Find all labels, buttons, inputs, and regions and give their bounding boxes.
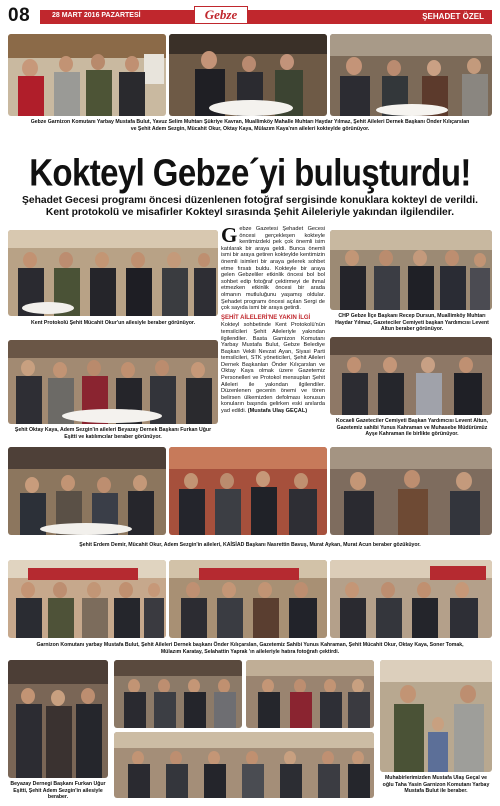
subheadline: Şehadet Gecesi programı öncesi düzenlenen fotoğraf sergisinde konuklara kokteyl de verildi. Kent protokolü ve misafirler Kokteyl sırasında Şehit Aileleriyle yakından ilgilendiler. <box>21 195 479 218</box>
caption-row4: Garnizon Komutanı yarbay Mustafa Bulut, Şehit Aileleri Dernek başkanı Önder Kılıçarslan, Gazetemiz Sahibi Yunus Kahraman, Şehit Mücahit Okur, Oktay Kaya, Soner Tomak, Mülazım Karatay, Selahattin Yaprak 'ın aileleriyle hatıra fotoğrafı çektirdi. <box>36 642 464 655</box>
header-bar <box>40 10 492 24</box>
photo-journalists <box>330 337 492 415</box>
photo-row4-1 <box>8 560 166 638</box>
article-subtitle: ŞEHİT AİLELERİ'NE YAKIN İLGİ <box>221 314 311 321</box>
article-text-2: Kokteyl sohbetinde Kent Protokolü'nün temsilcileri Şehit Aileleriyle yakından ilgilendiler. Basta Garnizon Komutanı Yarbay Mustafa Bulut, Gebze Belediye Başkan Vekili Nevzat Ayan, Siyasi Parti temsilcileri, STK yöneticileri, Şehit Aileleri Dernek Başkanları Önder Kılıçarslan ve Oktay Kaya olmak üzere Gazetemiz Personelleri ve Protokol mensupları Şehit Aileleri ile yakından ilgilendiler. Düzenlenen gecenin önemi ve tören belirsen ülkemizden defolması konusun konuların başında gelirken eski anılarda yad edildi. <box>221 322 325 415</box>
photo-row3-3 <box>330 447 492 535</box>
top-caption: Gebze Garnizon Komutanı Yarbay Mustafa Bulut, Yavuz Selim Muhtarı Şükriye Kavran, Muallimköy Mahalle Muhtarı Haydar Yılmaz, Şehit Aileleri Dernek Başkanı Önder Kılıçarslan ve Şehit Adem Sezgin, Mücahit Okur, Oktay Kaya, Mülazım Kaya'nın aileleri kokteylde görünüyor. <box>30 119 470 132</box>
caption-beyazay: Beyazay Dernegi Başkanı Furkan Uğur Eşitti, Şehit Adem Sezgin'in ailesiyle beraber. <box>10 781 106 801</box>
photo-row3-2 <box>169 447 327 535</box>
page-header <box>8 5 492 26</box>
photo-top-2 <box>169 34 327 116</box>
dropcap: G <box>221 223 238 247</box>
photo-bottom-2 <box>246 660 374 728</box>
photo-row3-1 <box>8 447 166 535</box>
article-byline: (Mustafa Ulaş GEÇAL) <box>247 408 308 415</box>
caption-row3: Şehit Erdem Demir, Mücahit Okur, Adem Sezgin'in aileleri, KAİSİAD Başkanı Nasrettin Bavuş, Murat Aykan, Murat Acun beraber gözüküyor. <box>79 542 421 548</box>
headline: Kokteyl Gebze´yi buluşturdu! <box>29 151 471 194</box>
article-paragraph-2 <box>221 322 325 414</box>
photo-top-3 <box>330 34 492 116</box>
caption-journalists: Kocaeli Gazeteciler Cemiyeti Başkan Yardımcısı Levent Altun, Gazetemiz sahibi Yunus Kahraman ve Muhasebe Müdürümüz Ayşe Kahraman ile birlikte görünüyor. <box>336 418 488 438</box>
article-body <box>221 223 325 418</box>
section-label: ŞEHADET ÖZEL <box>422 12 484 21</box>
photo-bottom-3 <box>114 732 374 798</box>
photo-protocol-okur <box>8 230 218 316</box>
photo-chp-group <box>330 230 492 310</box>
gebze-logo: Gebze <box>194 6 248 24</box>
photo-row4-2 <box>169 560 327 638</box>
caption-protocol-okur: Kent Protokolü Şehit Mücahit Okur'un ailesiyle beraber görünüyor. <box>30 320 196 326</box>
caption-chp-group: CHP Gebze İlçe Başkanı Recep Dursun, Muallimköy Muhtarı Haydar Yılmaz, Gazeteciler Cemiyeti başkan Yardımcısı Levent Altun beraber görünüyor. <box>335 313 489 333</box>
article-text-1: ebze Gazetesi Şehadet Gecesi öncesi gerçekleşen kokteyle kentimizdeki pek çok önemli isim katılarak bir araya geldi. Bunca önemli ismi bir araya getiren kokteylde kentimizin önemli isimleri bir araya gelerek sohbet etme fırsatı buldu. Kokteyle bir araya gelen Gebzeliler etkinlik öncesi bol bol sohbet edip fotoğraf çektirmeyi de ihmal etmezken etkinlik öncesi bir arada olmanın mutluluğunu yaşamış oldular. Şehadet programı öncesi açılan Sergi de çok sayıda ismi bir araya getirdi. <box>221 226 325 312</box>
photo-top-1 <box>8 34 166 116</box>
photo-gecal-bulut <box>380 660 492 772</box>
photo-kaya-sezgin <box>8 340 218 424</box>
photo-beyazay <box>8 660 108 778</box>
photo-row4-3 <box>330 560 492 638</box>
caption-gecal-bulut: Muhabirlerimizden Mustafa Ulaş Geçal ve oğlu Taha Yasin Garnizon Komutanı Yarbay Mustafa Bulut ile beraber. <box>382 775 490 795</box>
photo-bottom-1 <box>114 660 242 728</box>
caption-kaya-sezgin: Şehit Oktay Kaya, Adem Sezgin'in aileleri Beyazay Dernek Başkanı Furkan Uğur Eşitti ve katılımcılar beraber görünüyor. <box>14 427 212 440</box>
article-paragraph-1 <box>221 223 325 312</box>
page-number: 08 <box>8 5 31 26</box>
issue-date: 28 MART 2016 PAZARTESİ <box>52 12 141 19</box>
